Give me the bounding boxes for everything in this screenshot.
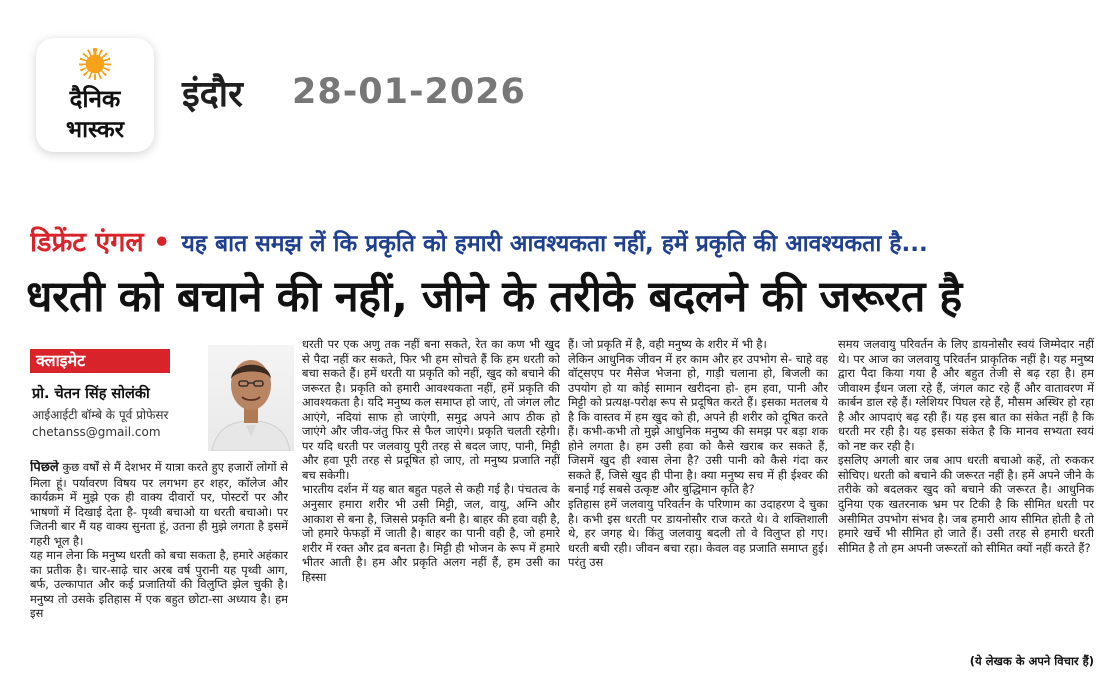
kicker-tag: डिफ्रेंट एंगल • (30, 227, 171, 258)
author-byline (30, 345, 292, 453)
author-disclaimer: (ये लेखक के अपने विचार हैं) (969, 654, 1094, 668)
sun-icon (79, 48, 111, 80)
logo-text-line2: भास्कर (65, 117, 125, 143)
article-column-4: समय जलवायु परिवर्तन के लिए डायनोसौर स्वयं जिम्मेदार नहीं थे। पर आज का जलवायु परिवर्तन प्राकृतिक नहीं है। यह मनुष्य द्वारा पैदा किया गया है और बहुत तेजी से बढ़ रहा है। हम जीवाश्म ईंधन जला रहे हैं, जंगल काट रहे हैं और वातावरण में कार्बन डाल रहे हैं। ग्लेशियर पिघल रहे हैं, मौसम अस्थिर हो रहा है और आपदाएं बढ़ रही हैं। यह इस बात का संकेत नहीं है कि धरती मर रही है। यह इसका संकेत है कि मानव सभ्यता स्वयं को नष्ट कर रही है। इसलिए अगली बार जब आप धरती बचाओ कहें, तो रुककर सोचिए। धरती को बचाने की जरूरत नहीं है। हमें अपने जीने के तरीके को बदलकर खुद को बचाने की जरूरत है। आधुनिक दुनिया एक खतरनाक भ्रम पर टिकी है कि सीमित धरती पर असीमित उपभोग संभव है। जब हमारी आय सीमित होती है तो हमारे खर्चे भी सीमित हो जाते हैं। उसी तरह से हमारी धरती सीमित है तो हम अपनी जरूरतों को सीमित क्यों नहीं करते हैं? (838, 337, 1094, 555)
author-name: प्रो. चेतन सिंह सोलंकी (32, 386, 150, 402)
article-column-3: हैं। जो प्रकृति में है, वही मनुष्य के शरीर में भी है। लेकिन आधुनिक जीवन में हर काम और हर उपभोग से- चाहे वह वॉट्सएप पर मैसेज भेजना हो, गाड़ी चलाना हो, बिजली का उपयोग हो या कोई सामान खरीदना हो- हम हवा, पानी और मिट्टी को प्रत्यक्ष-परोक्ष रूप से प्रदूषित करते हैं। इसका मतलब ये है कि वास्तव में हम खुद को ही, अपने ही शरीर को दूषित करते हैं। कभी-कभी तो मुझे आधुनिक मनुष्य की समझ पर बड़ा शक होने लगता है। हम उसी हवा को कैसे खराब कर सकते हैं, जिसमें खुद ही श्वास लेना है? उसी पानी को कैसे गंदा कर सकते हैं, जिसे खुद ही पीना है। क्या मनुष्य सच में ही ईश्वर की बनाई गई सबसे उत्कृष्ट और बुद्धिमान कृति है? इतिहास हमें जलवायु परिवर्तन के परिणाम का उदाहरण दे चुका है। कभी इस धरती पर डायनोसौर राज करते थे। वे शक्तिशाली थे, हर जगह थे। किंतु जलवायु बदली तो वे विलुप्त हो गए। धरती बची रही। जीवन बचा रहा। केवल वह प्रजाति समाप्त हुई। परंतु उस (568, 337, 828, 570)
author-photo-illustration (208, 345, 294, 451)
author-photo (208, 345, 294, 451)
author-designation: आईआईटी बॉम्बे के पूर्व प्रोफेसर (32, 408, 169, 422)
article-kicker (30, 222, 1090, 259)
lead-word: पिछले (30, 460, 59, 475)
author-email: chetanss@gmail.com (32, 425, 161, 439)
logo-text-line1: दैनिक (69, 85, 121, 113)
column-1-text: कुछ वर्षों से मैं देशभर में यात्रा करते हुए हजारों लोगों से मिला हूं। पर्यावरण विषय पर लगभग हर शहर, कॉलेज और कार्यक्रम में मुझे एक ही वाक्य दीवारों पर, पोस्टरों पर और भाषणों में दिखाई देता है- पृथ्वी बचाओ या धरती बचाओ। पर जितनी बार मैं यह वाक्य सुनता हूं, उतना ही मुझे लगता है इसमें गहरी भूल है। यह मान लेना कि मनुष्य धरती को बचा सकता है, हमारे अहंकार का प्रतीक है। चार-साढ़े चार अरब वर्ष पुरानी यह पृथ्वी आग, बर्फ, उल्कापात और कई प्रजातियों की विलुप्ति झेल चुकी है। मनुष्य तो उसके इतिहास में एक बहुत छोटा-सा अध्याय है। हम इस (30, 460, 288, 621)
article-column-2: धरती पर एक अणु तक नहीं बना सकते, रेत का कण भी खुद से पैदा नहीं कर सकते, फिर भी हम सोचते हैं कि हम धरती को बचा सकते हैं। हमें धरती या प्रकृति को नहीं, खुद को बचाने की जरूरत है। प्रकृति को हमारी आवश्यकता नहीं, हमें प्रकृति की आवश्यकता है। यदि मनुष्य कल समाप्त हो जाएं, तो जंगल लौट आएंगे, नदियां साफ हो जाएंगी, समुद्र अपने आप ठीक हो जाएंगे और जीव-जंतु फिर से फैल जाएंगे। प्रकृति चलती रहेगी। पर यदि धरती पर जलवायु पूरी तरह से बदल जाए, पानी, मिट्टी और हवा पूरी तरह से प्रदूषित हो जाए, तो मनुष्य प्रजाति नहीं बच सकेगी। भारतीय दर्शन में यह बात बहुत पहले से कही गई है। पंचतत्व के अनुसार हमारा शरीर भी उसी मिट्टी, जल, वायु, अग्नि और आकाश से बना है, जिससे प्रकृति बनी है। बाहर की हवा वही है, जो हमारे फेफड़ों में जाती है। बाहर का पानी वही है, जो हमारे शरीर में रक्त और द्रव बनता है। मिट्टी ही भोजन के रूप में हमारे भीतर आती है। हम और प्रकृति अलग नहीं हैं, हम उसी का हिस्सा (302, 337, 560, 584)
edition-city: इंदौर (182, 74, 243, 115)
article-headline: धरती को बचाने की नहीं, जीने के तरीके बदलने की जरूरत है (26, 272, 962, 322)
dainik-bhaskar-logo[interactable] (36, 38, 154, 152)
app-header (0, 0, 1106, 190)
article-column-1 (30, 460, 288, 685)
column-tag: क्लाइमेट (30, 349, 170, 373)
edition-date: 28-01-2026 (292, 72, 526, 112)
kicker-text: यह बात समझ लें कि प्रकृति को हमारी आवश्यकता नहीं, हमें प्रकृति की आवश्यकता है... (181, 231, 928, 257)
